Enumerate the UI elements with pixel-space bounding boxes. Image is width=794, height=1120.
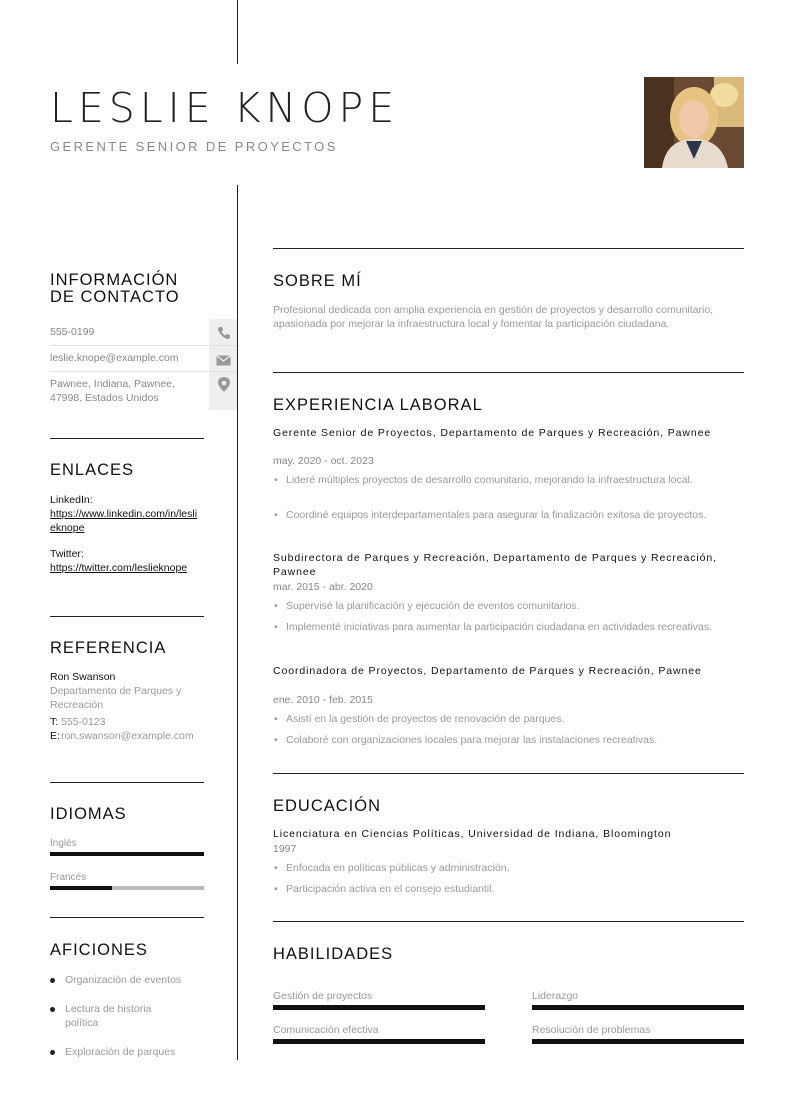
education-bullet [273, 882, 744, 896]
reference-email-label: E: [50, 730, 60, 742]
bullet-text: Lideré múltiples proyectos de desarrollo comunitario, mejorando la infraestructura local. [286, 474, 693, 486]
contact-heading-line1: INFORMACIÓN [50, 271, 179, 289]
about-text: Profesional dedicada con amplia experiencia en gestión de proyectos y desarrollo comunitario, apasionada por mejorar la infraestructura local y fomentar la participación ciudadana. [273, 304, 714, 330]
skills-heading: HABILIDADES [273, 945, 394, 963]
reference-heading: REFERENCIA [50, 639, 167, 657]
links-heading: ENLACES [50, 461, 135, 479]
job-bullet [273, 733, 744, 747]
skill-bar [273, 1005, 485, 1010]
job-bullet [273, 473, 744, 487]
reference-phone-row [50, 715, 206, 729]
linkedin-link[interactable]: https://www.linkedin.com/in/leslieknope [50, 508, 198, 534]
bullet-icon: • [274, 883, 278, 895]
candidate-name: LESLIE KNOPE [50, 84, 400, 132]
education-heading: EDUCACIÓN [273, 797, 382, 815]
contact-address: Pawnee, Indiana, Pawnee, 47998, Estados Unidos [50, 378, 175, 404]
hobby-label: Organización de eventos [65, 974, 182, 986]
contact-heading-line2: DE CONTACTO [50, 288, 180, 306]
job-dates: mar. 2015 - abr. 2020 [273, 581, 373, 593]
skill-name: Comunicación efectiva [273, 1024, 379, 1036]
bullet-icon: • [274, 621, 278, 633]
bullet-text: Asistí en la gestión de proyectos de renovación de parques. [286, 713, 565, 725]
job-title: Subdirectora de Parques y Recreación, Departamento de Parques y Recreación, Pawnee [273, 552, 717, 578]
envelope-icon [216, 353, 231, 364]
phone-icon [217, 326, 231, 340]
education-year: 1997 [273, 843, 297, 855]
bullet-icon: • [274, 734, 278, 746]
reference-email: ron.swanson@example.com [61, 730, 194, 742]
section-divider [50, 616, 204, 617]
reference-phone: 555-0123 [61, 716, 106, 728]
bullet-dot-icon [50, 1050, 55, 1055]
bullet-text: Coordiné equipos interdepartamentales para asegurar la finalización exitosa de proyectos. [286, 509, 707, 521]
bullet-text: Enfocada en políticas públicas y administración. [286, 862, 510, 874]
reference-phone-label: T: [50, 716, 59, 728]
skill-level-fill [532, 1039, 744, 1044]
bullet-text: Colaboré con organizaciones locales para mejorar las instalaciones recreativas. [286, 734, 658, 746]
contact-heading [50, 272, 210, 306]
bullet-icon: • [274, 862, 278, 874]
location-pin-icon [218, 377, 230, 392]
section-divider [50, 782, 204, 783]
languages-heading: IDIOMAS [50, 805, 127, 823]
bullet-dot-icon [50, 978, 55, 983]
language-level-fill [50, 852, 204, 856]
language-name: Inglés [50, 838, 77, 849]
skill-bar [532, 1005, 744, 1010]
section-divider [50, 438, 204, 439]
hobby-label: Lectura de historia política [65, 1003, 152, 1029]
skill-bar [532, 1039, 744, 1044]
contact-separator [50, 345, 237, 346]
language-level-bar [50, 886, 204, 890]
job-bullet [273, 599, 744, 613]
skill-level-fill [273, 1039, 485, 1044]
bullet-text: Implementé iniciativas para aumentar la participación ciudadana en actividades recreativas. [286, 621, 713, 633]
about-heading: SOBRE MÍ [273, 272, 362, 290]
job-bullet [273, 508, 744, 522]
top-divider-line [237, 0, 238, 64]
linkedin-label: LinkedIn: [50, 494, 93, 506]
twitter-link[interactable]: https://twitter.com/leslieknope [50, 562, 188, 574]
bullet-icon: • [274, 713, 278, 725]
profile-photo [644, 77, 744, 168]
column-divider-line [237, 185, 238, 1060]
hobbies-heading: AFICIONES [50, 941, 148, 959]
section-divider [273, 248, 744, 249]
reference-email-row [50, 729, 206, 743]
section-divider [273, 773, 744, 774]
job-dates: may. 2020 - oct. 2023 [273, 455, 374, 467]
experience-heading: EXPERIENCIA LABORAL [273, 396, 483, 414]
contact-phone: 555-0199 [50, 326, 95, 338]
contact-separator [50, 371, 237, 372]
language-name: Francés [50, 872, 87, 883]
language-level-bar [50, 852, 204, 856]
job-dates: ene. 2010 - feb. 2015 [273, 694, 373, 706]
candidate-title: GERENTE SENIOR DE PROYECTOS [50, 139, 338, 154]
contact-email: leslie.knope@example.com [50, 352, 179, 364]
hobby-item [50, 1045, 210, 1059]
bullet-text: Participación activa en el consejo estudiantil. [286, 883, 495, 895]
twitter-label: Twitter: [50, 548, 84, 560]
job-title: Gerente Senior de Proyectos, Departamento de Parques y Recreación, Pawnee [273, 427, 712, 439]
bullet-icon: • [274, 600, 278, 612]
section-divider [273, 372, 744, 373]
section-divider [50, 917, 204, 918]
hobby-item [50, 1002, 210, 1030]
portrait-photo-icon [644, 77, 744, 168]
bullet-text: Supervisé la planificación y ejecución de eventos comunitarios. [286, 600, 580, 612]
reference-name: Ron Swanson [50, 671, 116, 683]
job-bullet [273, 620, 744, 634]
skill-name: Gestión de proyectos [273, 990, 373, 1002]
job-title: Coordinadora de Proyectos, Departamento de Parques y Recreación, Pawnee [273, 665, 702, 677]
skill-name: Liderazgo [532, 990, 579, 1002]
bullet-icon: • [274, 509, 278, 521]
reference-org: Departamento de Parques y Recreación [50, 685, 182, 711]
skill-bar [273, 1039, 485, 1044]
hobby-item [50, 973, 210, 987]
skill-level-fill [273, 1005, 485, 1010]
skill-name: Resolución de problemas [532, 1024, 651, 1036]
hobby-label: Exploración de parques [65, 1046, 176, 1058]
bullet-icon: • [274, 474, 278, 486]
job-bullet [273, 712, 744, 726]
skill-level-fill [532, 1005, 744, 1010]
bullet-dot-icon [50, 1007, 55, 1012]
education-degree: Licenciatura en Ciencias Políticas, Universidad de Indiana, Bloomington [273, 828, 672, 840]
section-divider [273, 921, 744, 922]
language-level-fill [50, 886, 112, 890]
education-bullet [273, 861, 744, 875]
